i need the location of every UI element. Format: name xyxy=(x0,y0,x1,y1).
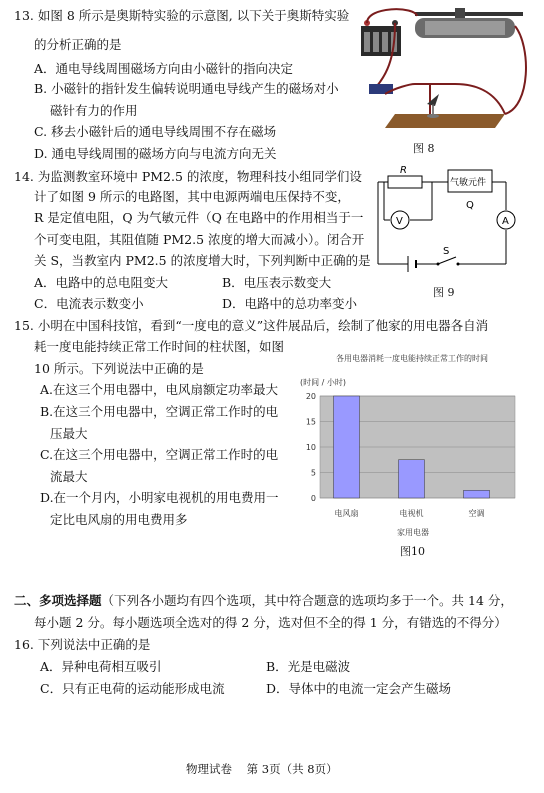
q15-option-c-line1: C.在这三个用电器中，空调正常工作时的电 xyxy=(40,447,279,462)
section2-heading xyxy=(14,593,513,609)
ammeter-a-label: A xyxy=(502,216,509,227)
gas-sensor-label: 气敏元件 xyxy=(450,178,487,188)
q15-stem-line2: 耗一度电能持续正常工作时间的柱状图，如图 xyxy=(34,339,285,354)
q15-option-d-line1: D.在一个月内，小明家电视机的用电费用一 xyxy=(40,490,279,505)
section2-title: 二、多项选择题 xyxy=(14,593,102,608)
chart-bar xyxy=(399,460,425,498)
q14-stem-line3: R 是定值电阻，Q 为气敏元件（Q 在电路中的作用相当于一 xyxy=(34,210,364,225)
chart-y-tick-label: 0 xyxy=(310,494,316,503)
chart-y-tick-label: 10 xyxy=(305,443,316,452)
q15-stem-line3: 10 所示。下列说法中正确的是 xyxy=(34,361,204,376)
q14-stem-line1: 14. 为监测教室环境中 PM2.5 的浓度，物理科技小组同学们设 xyxy=(14,169,362,184)
chart-x-axis-label: 家用电器 xyxy=(397,528,429,537)
chart-x-tick-label: 空调 xyxy=(468,509,485,518)
q16-option-a: A．异种电荷相互吸引 xyxy=(40,659,162,674)
page-footer: 物理试卷 第 3页（共 8页） xyxy=(186,762,338,776)
chart-bar xyxy=(334,396,360,498)
chart-y-tick-label: 15 xyxy=(305,417,316,427)
q14-option-c: C．电流表示数变小 xyxy=(34,296,144,311)
q14-option-d: D．电路中的总功率变小 xyxy=(222,296,358,311)
q13-option-b-line1: B. 小磁针的指针发生偏转说明通电导线产生的磁场对小 xyxy=(34,81,339,96)
q14-stem-line2: 计了如图 9 所示的电路图，其中电源两端电压保持不变， xyxy=(34,189,350,204)
chart-title: 各用电器消耗一度电能持续正常工作的时间 xyxy=(336,354,488,363)
chart-y-tick-label: 5 xyxy=(310,468,316,478)
q13-stem-line1: 13. 如图 8 所示是奥斯特实验的示意图, 以下关于奥斯特实验 xyxy=(14,8,350,23)
figure-8-caption: 图 8 xyxy=(413,142,435,155)
chart-y-axis-label: (时间 / 小时) xyxy=(300,378,347,387)
q14-stem-line5: 关 S，当教室内 PM2.5 的浓度增大时，下列判断中正确的是 xyxy=(34,253,371,268)
q16-option-c: C．只有正电荷的运动能形成电流 xyxy=(40,681,225,696)
q13-stem-line2: 的分析正确的是 xyxy=(34,37,122,52)
q16-option-d: D．导体中的电流一定会产生磁场 xyxy=(266,681,452,696)
chart-bar xyxy=(464,490,490,498)
chart-x-tick-label: 电视机 xyxy=(399,509,424,518)
q15-option-c-line2: 流最大 xyxy=(50,469,88,484)
q14-option-b: B．电压表示数变大 xyxy=(222,275,332,290)
figure-10-caption: 图10 xyxy=(400,545,425,558)
figure-10-bar-chart xyxy=(290,350,530,540)
q15-stem-line1: 15. 小明在中国科技馆，看到“一度电的意义”这件展品后，绘制了他家的用电器各自消 xyxy=(14,318,489,333)
q16-option-b: B．光是电磁波 xyxy=(266,659,351,674)
q16-stem: 16. 下列说法中正确的是 xyxy=(14,637,151,652)
q13-option-d: D. 通电导线周围的磁场方向与电流方向无关 xyxy=(34,146,277,161)
q14-option-a: A．电路中的总电阻变大 xyxy=(34,275,169,290)
chart-y-tick-label: 20 xyxy=(305,392,316,401)
figure-8-oersted-apparatus xyxy=(355,6,530,134)
figure-9-caption: 图 9 xyxy=(433,286,455,299)
q13-option-b-line2: 磁针有力的作用 xyxy=(50,103,138,118)
q15-option-d-line2: 定比电风扇的用电费用多 xyxy=(50,512,188,527)
resistor-r-label: R xyxy=(400,165,407,176)
q14-stem-line4: 个可变电阻，其阻值随 PM2.5 浓度的增大而减小）。闭合开 xyxy=(34,232,365,247)
q13-option-c: C. 移去小磁针后的通电导线周围不存在磁场 xyxy=(34,124,277,139)
switch-s-label: S xyxy=(443,246,450,257)
chart-x-tick-label: 电风扇 xyxy=(334,509,359,518)
section2-description-line2: 每小题 2 分。每小题选项全选对的得 2 分，选对但不全的得 1 分，有错选的不得分） xyxy=(34,615,507,630)
voltmeter-v-label: V xyxy=(396,216,403,227)
q15-option-b-line2: 压最大 xyxy=(50,426,88,441)
q15-option-a: A.在这三个用电器中，电风扇额定功率最大 xyxy=(40,382,279,397)
section2-description-line1: （下列各小题均有四个选项，其中符合题意的选项均多于一个。共 14 分， xyxy=(101,593,513,608)
figure-9-circuit-diagram xyxy=(370,164,530,276)
q15-option-b-line1: B.在这三个用电器中，空调正常工作时的电 xyxy=(40,404,279,419)
sensor-q-label: Q xyxy=(466,200,474,211)
q13-option-a: A．通电导线周围磁场方向由小磁针的指向决定 xyxy=(34,61,294,76)
